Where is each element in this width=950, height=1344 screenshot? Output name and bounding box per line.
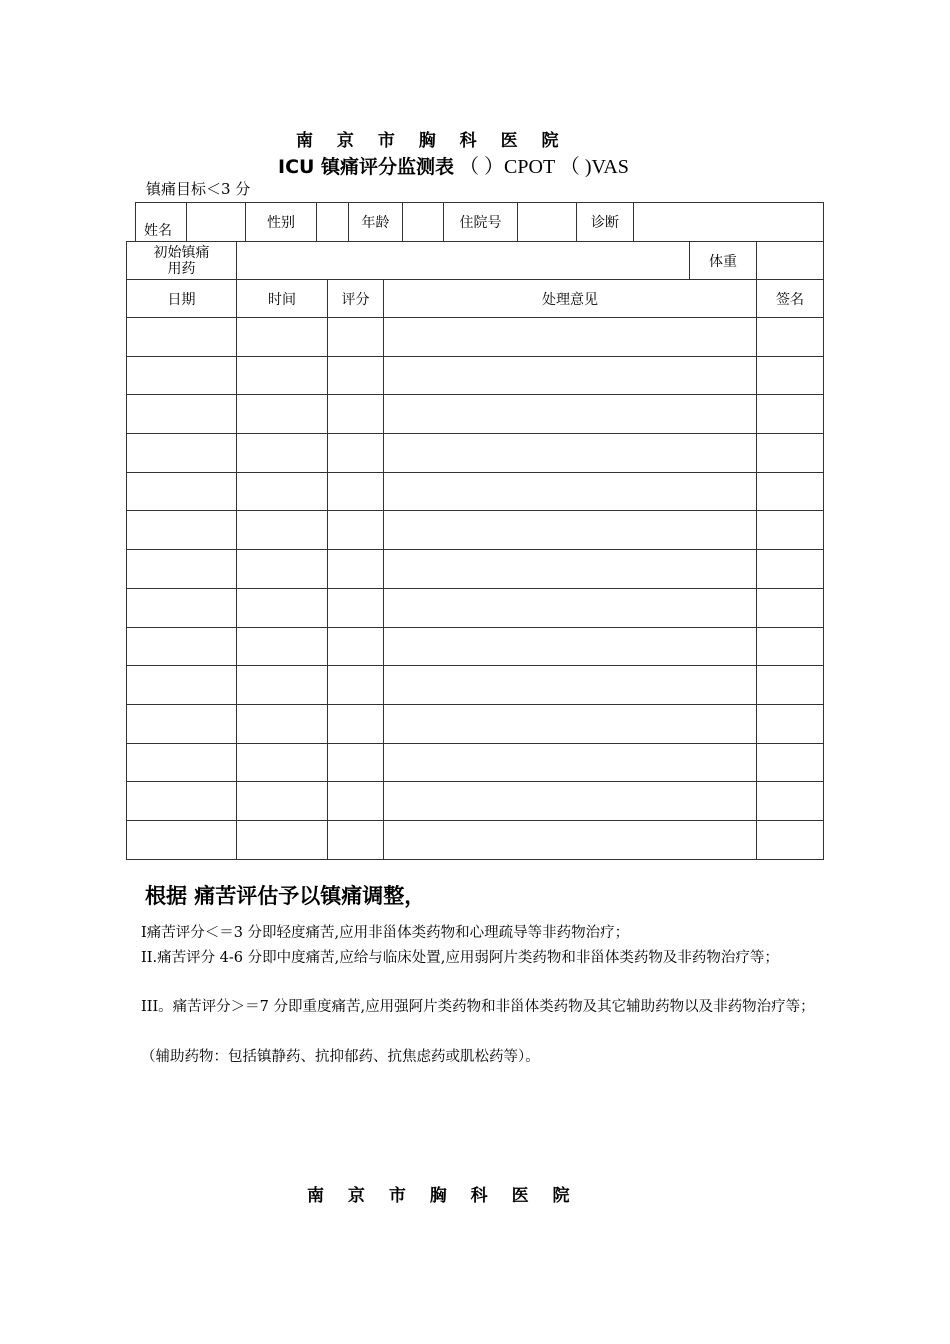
treatment-cell[interactable] <box>384 588 757 627</box>
treatment-cell[interactable] <box>384 666 757 705</box>
footer-hospital-name: 南 京 市 胸 科 医 院 <box>307 1186 579 1206</box>
time-cell[interactable] <box>237 434 328 473</box>
table-row <box>127 395 824 434</box>
date-cell[interactable] <box>127 318 237 357</box>
form-title <box>278 150 629 179</box>
gender-field[interactable] <box>317 203 349 242</box>
signature-cell[interactable] <box>757 782 824 821</box>
table-row <box>127 704 824 743</box>
date-cell[interactable] <box>127 395 237 434</box>
time-cell[interactable] <box>237 627 328 666</box>
score-cell[interactable] <box>328 395 384 434</box>
pain-score-table <box>126 241 824 860</box>
treatment-cell[interactable] <box>384 627 757 666</box>
date-cell[interactable] <box>127 666 237 705</box>
signature-cell[interactable] <box>757 472 824 511</box>
age-field[interactable] <box>403 203 444 242</box>
signature-cell[interactable] <box>757 588 824 627</box>
time-cell[interactable] <box>237 743 328 782</box>
date-cell[interactable] <box>127 704 237 743</box>
treatment-cell[interactable] <box>384 434 757 473</box>
pain-target: 镇痛目标＜3 分 <box>146 180 251 198</box>
signature-cell[interactable] <box>757 395 824 434</box>
guidance-rule-severe: III。痛苦评分＞＝7 分即重度痛苦,应用强阿片类药物和非甾体类药物及其它辅助药物以及非药物治疗等； <box>141 999 815 1015</box>
table-row <box>127 666 824 705</box>
score-cell[interactable] <box>328 472 384 511</box>
treatment-cell[interactable] <box>384 820 757 859</box>
table-row <box>127 434 824 473</box>
date-cell[interactable] <box>127 511 237 550</box>
col-header-signature: 签名 <box>757 280 824 318</box>
treatment-cell[interactable] <box>384 318 757 357</box>
initial-med-label-line1: 初始镇痛 <box>153 244 210 261</box>
date-cell[interactable] <box>127 472 237 511</box>
name-field[interactable] <box>187 203 246 242</box>
signature-cell[interactable] <box>757 356 824 395</box>
form-title-main: ICU 镇痛评分监测表 <box>278 156 455 178</box>
score-cell[interactable] <box>328 550 384 589</box>
score-cell[interactable] <box>328 782 384 821</box>
time-cell[interactable] <box>237 511 328 550</box>
table-row <box>127 318 824 357</box>
weight-field[interactable] <box>757 242 824 280</box>
date-cell[interactable] <box>127 356 237 395</box>
table-row <box>127 782 824 821</box>
time-cell[interactable] <box>237 588 328 627</box>
time-cell[interactable] <box>237 395 328 434</box>
gender-label: 性别 <box>246 203 317 242</box>
table-row <box>127 472 824 511</box>
signature-cell[interactable] <box>757 704 824 743</box>
signature-cell[interactable] <box>757 550 824 589</box>
col-header-score: 评分 <box>328 280 384 318</box>
guidance-note-adjuvant: （辅助药物：包括镇静药、抗抑郁药、抗焦虑药或肌松药等）。 <box>141 1049 540 1065</box>
table-row <box>127 588 824 627</box>
score-cell[interactable] <box>328 666 384 705</box>
score-cell[interactable] <box>328 743 384 782</box>
treatment-cell[interactable] <box>384 472 757 511</box>
guidance-rule-mild: Ⅰ痛苦评分＜＝3 分即轻度痛苦,应用非甾体类药物和心理疏导等非药物治疗； <box>141 925 630 941</box>
signature-cell[interactable] <box>757 318 824 357</box>
date-cell[interactable] <box>127 627 237 666</box>
guidance-title: 根据 痛苦评估予以镇痛调整， <box>145 884 426 908</box>
initial-med-label-line2: 用药 <box>167 260 196 277</box>
admission-no-field[interactable] <box>518 203 577 242</box>
date-cell[interactable] <box>127 588 237 627</box>
age-label: 年龄 <box>349 203 403 242</box>
date-cell[interactable] <box>127 550 237 589</box>
date-cell[interactable] <box>127 434 237 473</box>
treatment-cell[interactable] <box>384 511 757 550</box>
initial-med-label <box>127 242 237 280</box>
table-row <box>127 743 824 782</box>
guidance-rule-moderate: II.痛苦评分 4-6 分即中度痛苦,应给与临床处置,应用弱阿片类药物和非甾体类药物及非药物治疗等； <box>141 950 779 966</box>
signature-cell[interactable] <box>757 434 824 473</box>
treatment-cell[interactable] <box>384 550 757 589</box>
col-header-date: 日期 <box>127 280 237 318</box>
time-cell[interactable] <box>237 472 328 511</box>
signature-cell[interactable] <box>757 666 824 705</box>
date-cell[interactable] <box>127 782 237 821</box>
signature-cell[interactable] <box>757 743 824 782</box>
score-cell[interactable] <box>328 356 384 395</box>
treatment-cell[interactable] <box>384 395 757 434</box>
treatment-cell[interactable] <box>384 704 757 743</box>
time-cell[interactable] <box>237 782 328 821</box>
form-title-options: （ ）CPOT （ )VAS <box>459 156 629 178</box>
table-header-row <box>127 280 824 318</box>
time-cell[interactable] <box>237 356 328 395</box>
time-cell[interactable] <box>237 820 328 859</box>
diagnosis-label: 诊断 <box>577 203 634 242</box>
score-cell[interactable] <box>328 318 384 357</box>
signature-cell[interactable] <box>757 511 824 550</box>
date-cell[interactable] <box>127 743 237 782</box>
time-cell[interactable] <box>237 550 328 589</box>
score-cell[interactable] <box>328 511 384 550</box>
score-cell[interactable] <box>328 627 384 666</box>
time-cell[interactable] <box>237 704 328 743</box>
admission-no-label: 住院号 <box>444 203 518 242</box>
diagnosis-field[interactable] <box>634 203 824 242</box>
col-header-treatment: 处理意见 <box>384 280 757 318</box>
treatment-cell[interactable] <box>384 782 757 821</box>
signature-cell[interactable] <box>757 820 824 859</box>
col-header-time: 时间 <box>237 280 328 318</box>
patient-info-table <box>135 202 824 242</box>
weight-label: 体重 <box>690 242 757 280</box>
score-cell[interactable] <box>328 704 384 743</box>
time-cell[interactable] <box>237 318 328 357</box>
treatment-cell[interactable] <box>384 743 757 782</box>
signature-cell[interactable] <box>757 627 824 666</box>
score-cell[interactable] <box>328 434 384 473</box>
date-cell[interactable] <box>127 820 237 859</box>
table-row <box>127 820 824 859</box>
treatment-cell[interactable] <box>384 356 757 395</box>
table-row <box>127 356 824 395</box>
score-cell[interactable] <box>328 588 384 627</box>
time-cell[interactable] <box>237 666 328 705</box>
score-cell[interactable] <box>328 820 384 859</box>
table-row <box>127 550 824 589</box>
initial-med-field[interactable] <box>237 242 690 280</box>
hospital-name: 南 京 市 胸 科 医 院 <box>296 131 568 151</box>
name-label: 姓名 <box>136 203 187 242</box>
table-row <box>127 627 824 666</box>
table-row <box>127 511 824 550</box>
